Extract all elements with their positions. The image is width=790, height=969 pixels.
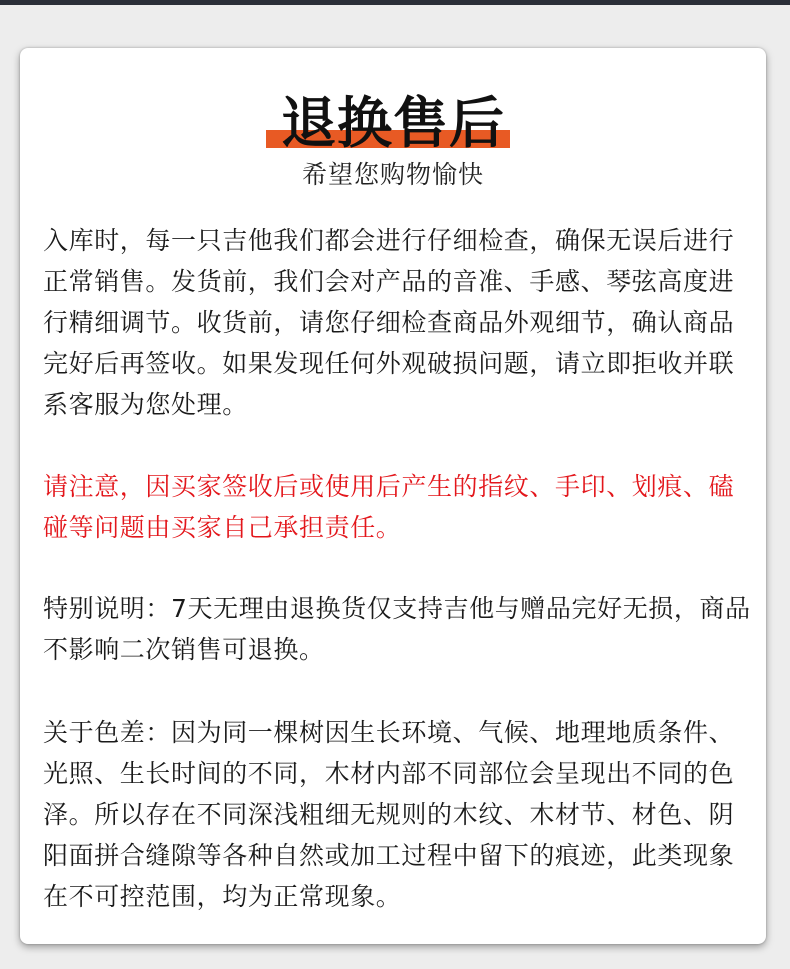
page-title: 退换售后 bbox=[280, 91, 505, 155]
inspection-paragraph: 入库时，每一只吉他我们都会进行仔细检查，确保无误后进行正常销售。发货前，我们会对产品的音准、手感、琴弦高度进行精细调节。收货前，请您仔细检查商品外观细节，确认商品完好后再签收。如果发现任何外观破损问题，请立即拒收并联系客服为您处理。 bbox=[43, 226, 735, 419]
top-divider-bar bbox=[0, 0, 790, 5]
page-subtitle: 希望您购物愉快 bbox=[301, 160, 484, 189]
return-policy-paragraph: 特别说明：7天无理由退换货仅支持吉他与赠品完好无损，商品不影响二次销售可退换。 bbox=[43, 594, 751, 664]
title-block bbox=[20, 92, 766, 154]
after-sales-card bbox=[20, 48, 766, 944]
warning-paragraph: 请注意，因买家签收后或使用后产生的指纹、手印、划痕、磕碰等问题由买家自己承担责任。 bbox=[43, 472, 735, 542]
color-difference-paragraph: 关于色差：因为同一棵树因生长环境、气候、地理地质条件、光照、生长时间的不同，木材内部不同部位会呈现出不同的色泽。所以存在不同深浅粗细无规则的木纹、木材节、材色、阴阳面拼合缝隙等各种自然或加工过程中留下的痕迹，此类现象在不可控范围，均为正常现象。 bbox=[43, 718, 735, 911]
